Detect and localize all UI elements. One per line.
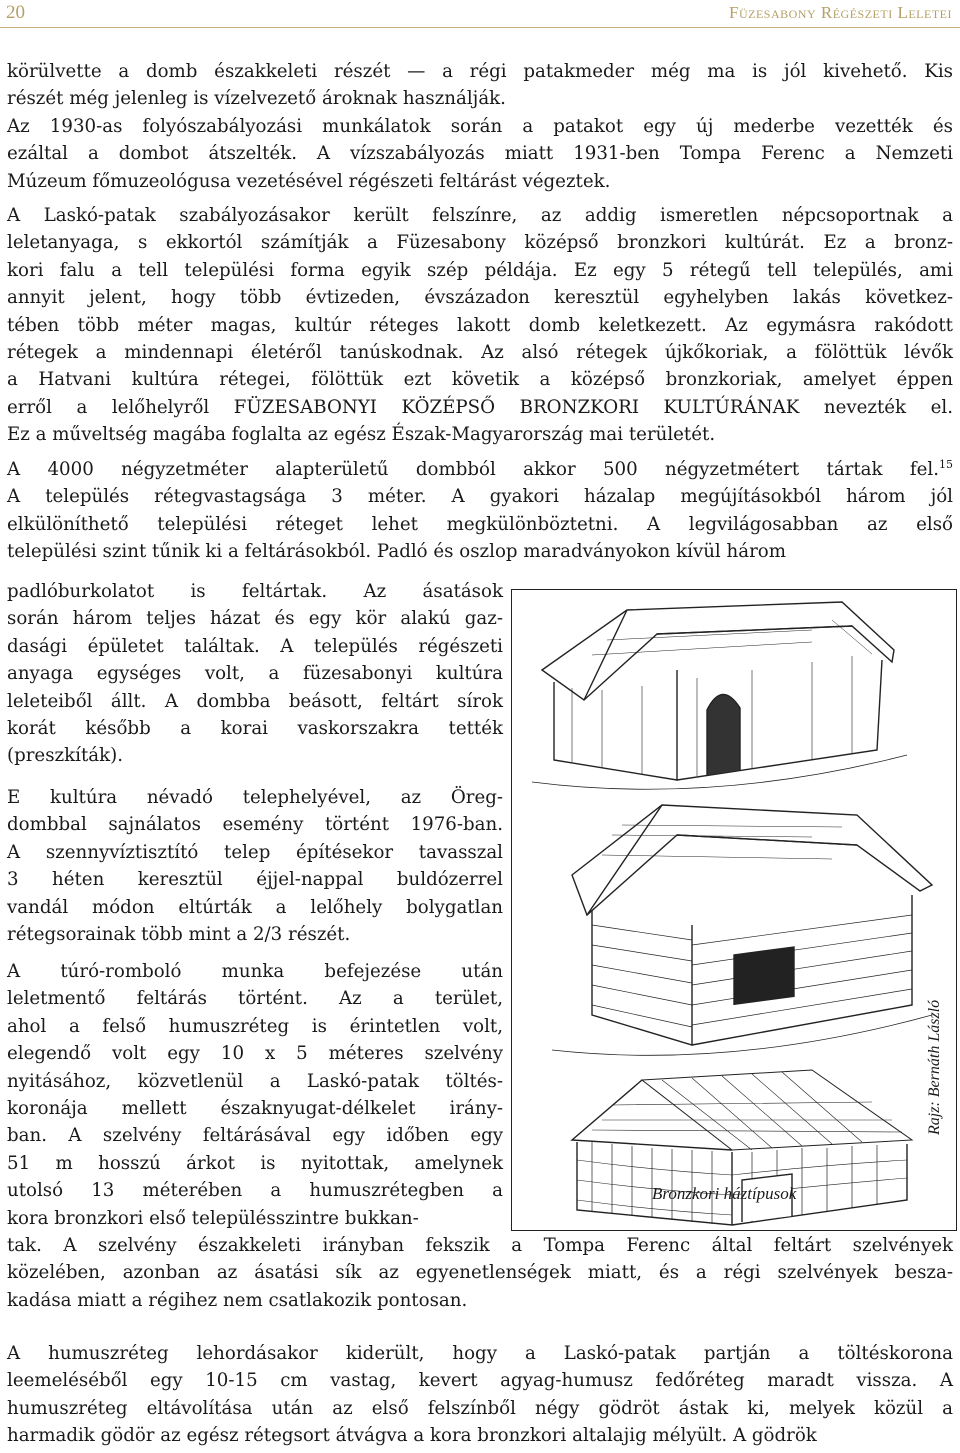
text-line: során három teljes házat és egy kör alakú gaz-	[7, 608, 503, 630]
paragraph-2	[7, 113, 953, 195]
text-line	[7, 456, 953, 483]
paragraph-3	[7, 202, 953, 449]
text-line: erről a lelőhelyről FÜZESABONYI KÖZÉPSŐ BRONZKORI KULTÚRÁNAK nevezték el.	[7, 396, 953, 418]
text-line: nyitásához, közvetlenül a Laskó-patak töltés-	[7, 1070, 503, 1092]
text-line: anyaga egységes volt, a füzesabonyi kultúra	[7, 663, 503, 685]
house-drawings	[512, 590, 956, 1230]
running-title: Füzesabony Régészeti Leletei	[729, 3, 952, 22]
text-line: utolsó 13 méterében a humuszrétegben a	[7, 1180, 503, 1202]
text-line: A Laskó-patak szabályozásakor került felszínre, az addig ismeretlen népcsoportnak a	[7, 205, 953, 226]
text-line: leemeléséből egy 10-15 cm vastag, kevert agyag-humusz fedőréteg maradt vissza. A	[7, 1370, 953, 1392]
text-line: ezáltal a dombot átszelték. A vízszabályozás miatt 1931-ben Tompa Ferenc a Nemzeti	[7, 143, 953, 165]
text-line: elegendő volt egy 10 x 5 méteres szelvény	[7, 1043, 503, 1065]
footnote-marker: 15	[939, 457, 953, 471]
text-line: elkülöníthető települési réteget lehet megkülönböztetni. A legvilágosabban az első	[7, 513, 953, 535]
text-line: ban. A szelvény feltárásával egy időben egy	[7, 1125, 503, 1147]
text-line: rétegek a mindennapi életéről tanúskodnak. Az alsó rétegek újkőkoriak, a fölöttük lévők	[7, 342, 953, 364]
text-line: körülvette a domb északkeleti részét — a régi patakmeder még ma is jól kivehető. Kis	[7, 61, 953, 82]
page-number: 20	[6, 2, 25, 23]
text-line: leletanyaga, s ekkortól számítják a Füzesabony középső bronzkori kultúrát. Ez a bronz-	[7, 232, 953, 254]
paragraph-7	[7, 1340, 953, 1450]
text-line: települési szint tűnik ki a feltárásokból. Padló és oszlop maradványokon kívül három	[7, 541, 786, 563]
figure-caption: Bronzkori háztípusok	[652, 1184, 797, 1203]
text-line: padlóburkolatot is feltártak. Az ásatások	[7, 581, 503, 602]
text-line: annyit jelent, hogy több évtizeden, évszázadon keresztül egyhelyben lakás következ-	[7, 287, 953, 309]
text-line: rétegsorainak több mint a 2/3 részét.	[7, 924, 351, 946]
text-line: tak. A szelvény északkeleti irányban fekszik a Tompa Ferenc által feltárt szelvények	[7, 1235, 953, 1256]
text-line: koronája mellett északnyugat-délkelet irány-	[7, 1098, 503, 1120]
text-line: korát később a korai vaskorszakra tették	[7, 718, 503, 740]
text-line: a Hatvani kultúra rétegei, fölöttük ezt követik a középső bronzkoriak, amelyet éppen	[7, 369, 953, 391]
paragraph-5	[7, 784, 503, 948]
text-line: közelében, azonban az ásatási sík az egyenetlenségek miatt, és a régi szelvények besza-	[7, 1262, 953, 1284]
text-line: Az 1930-as folyószabályozási munkálatok során a patakot egy új mederbe vezették és	[7, 116, 953, 137]
text-line: ahol a felső humuszréteg is érintetlen volt,	[7, 1015, 503, 1037]
daub-house-icon	[532, 602, 907, 789]
log-cabin-icon	[552, 805, 932, 1055]
text-line: dasági épületet találtak. A település régészeti	[7, 635, 503, 657]
text-line: Ez a műveltség magába foglalta az egész Észak-Magyarország mai területét.	[7, 424, 716, 446]
header-rule	[0, 27, 960, 28]
text-line: Múzeum főmuzeológusa vezetésével régészeti feltárást végeztek.	[7, 170, 611, 192]
paragraph-6-narrow	[7, 958, 503, 1232]
text-line: leleteiből állt. A dombba beásott, feltárt sírok	[7, 690, 503, 712]
text-line: (preszkíták).	[7, 745, 123, 767]
paragraph-4	[7, 456, 953, 566]
text-line: A humuszréteg lehordásakor kiderült, hogy a Laskó-patak partján a töltéskorona	[7, 1343, 953, 1364]
text-line: 3 héten keresztül éjjel-nappal buldózerrel	[7, 869, 503, 891]
paragraph-1	[7, 58, 953, 113]
text-line: kora bronzkori első településszintre bukkan-	[7, 1207, 419, 1229]
text-line: A település rétegvastagsága 3 méter. A gyakori házalap megújításokból három jól	[7, 486, 953, 508]
figure-credit: Rajz: Bernáth László	[926, 999, 943, 1135]
paragraph-6	[7, 1232, 953, 1314]
text-line: kadása miatt a régihez nem csatlakozik pontosan.	[7, 1289, 468, 1311]
text-line: A szennyvíztisztító telep építésekor tavasszal	[7, 841, 503, 863]
text-line: kori falu a tell települési forma egyik szép példája. Ez egy 5 rétegű tell település, ami	[7, 259, 953, 281]
text-line: E kultúra névadó telephelyével, az Öreg-	[7, 787, 503, 808]
text-line: 51 m hosszú árkot is nyitottak, amelynek	[7, 1152, 503, 1174]
text-line: tében több méter magas, kultúr réteges lakott domb keletkezett. Az egymásra rakódott	[7, 314, 953, 336]
text-line: A túró-romboló munka befejezése után	[7, 961, 503, 982]
text-line: dombbal sajnálatos esemény történt 1976-ban.	[7, 814, 503, 836]
text-line: leletmentő feltárás történt. Az a terület,	[7, 988, 503, 1010]
text-line: vandál módon eltúrták a lelőhely bolygatlan	[7, 896, 503, 918]
text-line: harmadik gödör az egész rétegsort átvágva a kora bronzkori altalajig mélyült. A gödrök	[7, 1425, 817, 1447]
text-line-content: A 4000 négyzetméter alapterületű dombból akkor 500 négyzetmétert tártak fel.	[7, 459, 939, 480]
house-types-figure	[511, 589, 957, 1231]
page-header	[0, 0, 960, 26]
text-line: részét még jelenleg is vízelvezető ároknak használják.	[7, 88, 506, 110]
text-line: humuszréteg eltávolítása után az első felszínből négy gödröt ástak ki, melyek közül a	[7, 1397, 953, 1419]
paragraph-4-narrow	[7, 578, 503, 770]
